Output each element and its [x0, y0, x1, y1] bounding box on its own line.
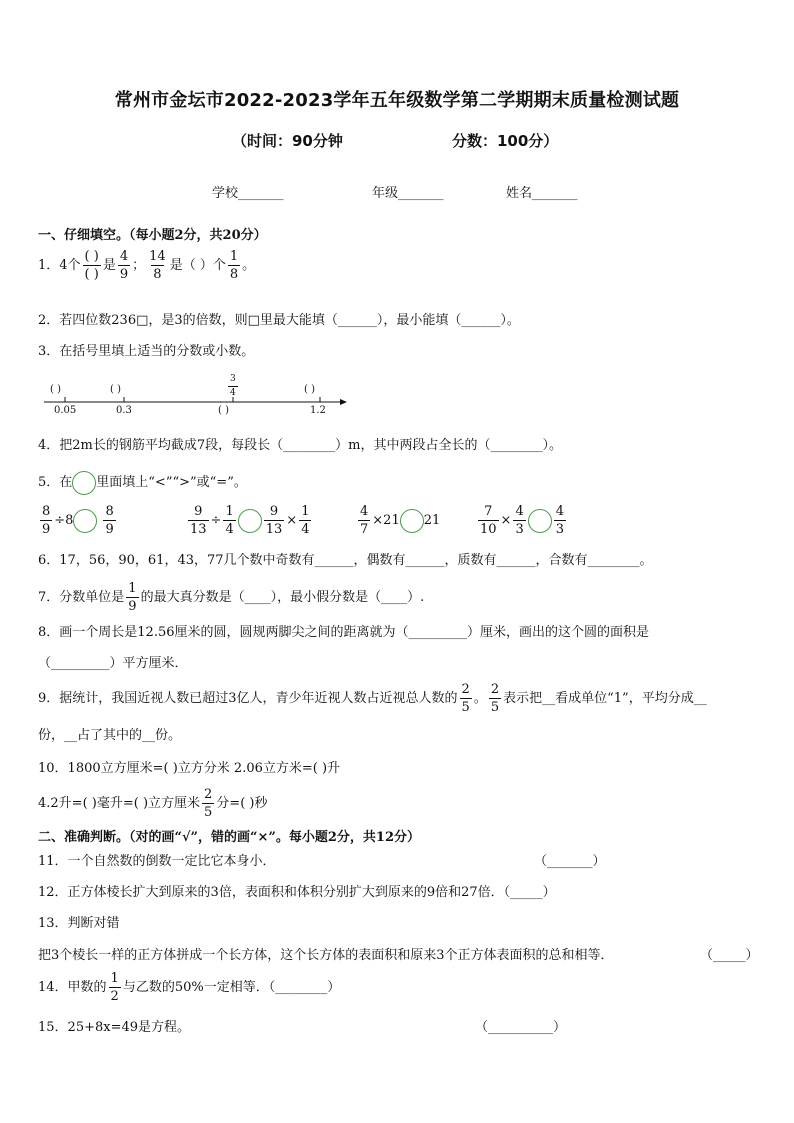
compare-circle[interactable]: [528, 509, 552, 533]
number-line-blank-4[interactable]: ( ): [304, 384, 315, 395]
compare-circle[interactable]: [400, 509, 424, 533]
question-5: 5．在 里面填上“<”“>”或“=”。: [38, 471, 247, 495]
tick-label: 0.05: [54, 405, 77, 416]
question-13-text: 把3个棱长一样的正方体拼成一个长方体，这个长方体的表面积和原来3个正方体表面积的总和相等．: [38, 948, 614, 963]
question-6: 6．17，56，90，61，43，77几个数中奇数有______，偶数有______，质数有______，合数有________。: [38, 553, 653, 568]
question-10-cont: 4.2升=( )毫升=( )立方厘米 $\frac{2}{5}$ 分=( )秒: [38, 787, 268, 820]
tick-label: 0.3: [116, 405, 132, 416]
grade-field[interactable]: 年级_______: [372, 186, 444, 201]
fraction: $\frac{1}{8}$: [229, 249, 239, 282]
compare-circle[interactable]: [238, 509, 262, 533]
tick-fraction: $\frac{3}{4}$: [230, 374, 236, 398]
compare-circle[interactable]: [73, 509, 97, 533]
number-line-blank-3[interactable]: ( ): [218, 405, 229, 416]
compare-item-c: $\frac{4}{7}$ ×21 21: [360, 504, 441, 537]
compare-item-b: $\frac{9}{13}$ ÷ $\frac{1}{4}$ $\frac{9}{13}$ × $\frac{1}{4}$: [190, 504, 310, 537]
question-12: 12．正方体棱长扩大到原来的3倍，表面积和体积分别扩大到原来的9倍和27倍．（_____）: [38, 885, 556, 900]
number-line-axis: [40, 375, 350, 420]
compare-circle: [72, 471, 96, 495]
question-8: 8．画一个周长是12.56厘米的圆，圆规两脚尖之间的距离就为（_________）厘米，画出的这个圆的面积是: [38, 625, 649, 640]
question-8-cont: （_________）平方厘米．: [38, 656, 188, 671]
answer-blank-13[interactable]: （_____）: [700, 948, 759, 963]
question-10: 10．1800立方厘米=( )立方分米 2.06立方米=( )升: [38, 761, 341, 776]
question-14: 14．甲数的 $\frac{1}{2}$ 与乙数的50%一定相等．（________）: [38, 971, 341, 1004]
q1-blank-fraction[interactable]: $\frac{( )}{( )}$: [84, 249, 99, 282]
page-title: 常州市金坛市2022-2023学年五年级数学第二学期期末质量检测试题: [114, 90, 680, 111]
answer-blank-11[interactable]: （_______）: [534, 854, 606, 869]
question-1: 1．4个 $\frac{( )}{( )}$ 是 $\frac{4}{9}$ ； $\frac{14}{8}$ 是（ ）个 $\frac{1}{8}$ 。: [38, 249, 256, 282]
compare-item-d: $\frac{7}{10}$ × $\frac{4}{3}$ $\frac{4}{3}$: [480, 504, 565, 537]
question-11: 11．一个自然数的倒数一定比它本身小．: [38, 854, 276, 869]
question-15: 15．25+8x=49是方程。: [38, 1020, 191, 1035]
exam-time: （时间：90分钟: [232, 132, 343, 150]
fraction: $\frac{14}{8}$: [149, 249, 166, 282]
compare-item-a: $\frac{8}{9}$ ÷8 $\frac{8}{9}$: [42, 504, 114, 537]
school-field[interactable]: 学校_______: [212, 186, 284, 201]
question-13: 13．判断对错: [38, 916, 120, 931]
question-9-cont: 份，__占了其中的__份。: [38, 728, 182, 743]
question-3: 3．在括号里填上适当的分数或小数。: [38, 344, 255, 359]
fraction: $\frac{4}{9}$: [119, 249, 129, 282]
number-line-blank-2[interactable]: ( ): [110, 384, 121, 395]
exam-score: 分数：100分）: [452, 132, 559, 150]
question-2: 2．若四位数236□，是3的倍数，则□里最大能填（______），最小能填（______）。: [38, 313, 520, 328]
name-field[interactable]: 姓名_______: [506, 186, 578, 201]
q1-text: 1．4个: [38, 257, 81, 273]
section2-heading: 二、准确判断。（对的画“√”，错的画“×”。每小题2分，共12分）: [38, 830, 420, 845]
answer-blank-15[interactable]: （__________）: [475, 1020, 567, 1035]
question-7: 7．分数单位是 $\frac{1}{9}$ 的最大真分数是（____），最小假分数是（____）.: [38, 581, 425, 614]
question-9: 9．据统计，我国近视人数已超过3亿人，青少年近视人数占近视总人数的 $\frac{2}{5}$ 。 $\frac{2}{5}$ 表示把__看成单位“1”，平均分成__: [38, 682, 707, 715]
section1-heading: 一、仔细填空。（每小题2分，共20分）: [38, 228, 267, 243]
number-line-blank-1[interactable]: ( ): [50, 384, 61, 395]
tick-label: 1.2: [310, 405, 326, 416]
number-line: [40, 375, 350, 420]
question-4: 4．把2m长的钢筋平均截成7段，每段长（________）m，其中两段占全长的（________）。: [38, 438, 562, 453]
